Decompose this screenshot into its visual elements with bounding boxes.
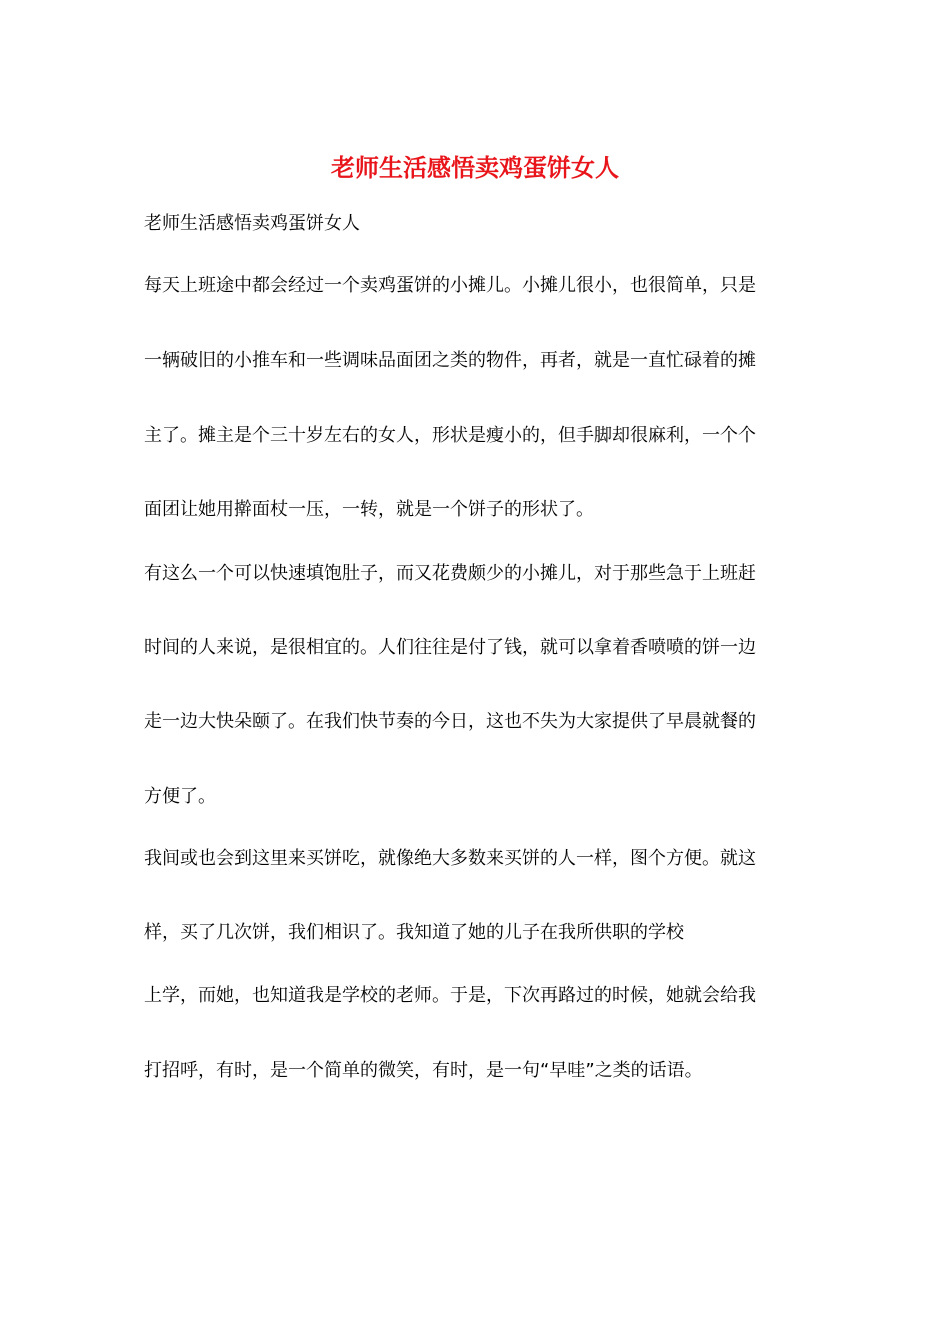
- paragraph-line: 样，买了几次饼，我们相识了。我知道了她的儿子在我所供职的学校: [144, 922, 684, 943]
- paragraph-line: 每天上班途中都会经过一个卖鸡蛋饼的小摊儿。小摊儿很小，也很简单，只是: [144, 275, 756, 296]
- paragraph-line: 一辆破旧的小推车和一些调味品面团之类的物件，再者，就是一直忙碌着的摊: [144, 350, 756, 371]
- paragraph-line: 打招呼，有时，是一个简单的微笑，有时，是一句“早哇”之类的话语。: [144, 1060, 703, 1081]
- paragraph-line: 时间的人来说，是很相宜的。人们往往是付了钱，就可以拿着香喷喷的饼一边: [144, 637, 756, 658]
- paragraph-line: 有这么一个可以快速填饱肚子，而又花费颇少的小摊儿，对于那些急于上班赶: [144, 563, 756, 584]
- paragraph-line: 面团让她用擀面杖一压，一转，就是一个饼子的形状了。: [144, 499, 594, 520]
- paragraph-line: 上学，而她，也知道我是学校的老师。于是，下次再路过的时候，她就会给我: [144, 985, 756, 1006]
- document-subtitle: 老师生活感悟卖鸡蛋饼女人: [144, 213, 360, 234]
- paragraph-line: 我间或也会到这里来买饼吃，就像绝大多数来买饼的人一样，图个方便。就这: [144, 848, 756, 869]
- paragraph-line: 走一边大快朵颐了。在我们快节奏的今日，这也不失为大家提供了早晨就餐的: [144, 711, 756, 732]
- document-title: 老师生活感悟卖鸡蛋饼女人: [331, 153, 619, 182]
- paragraph-line: 方便了。: [144, 786, 216, 807]
- paragraph-line: 主了。摊主是个三十岁左右的女人，形状是瘦小的，但手脚却很麻利，一个个: [144, 425, 756, 446]
